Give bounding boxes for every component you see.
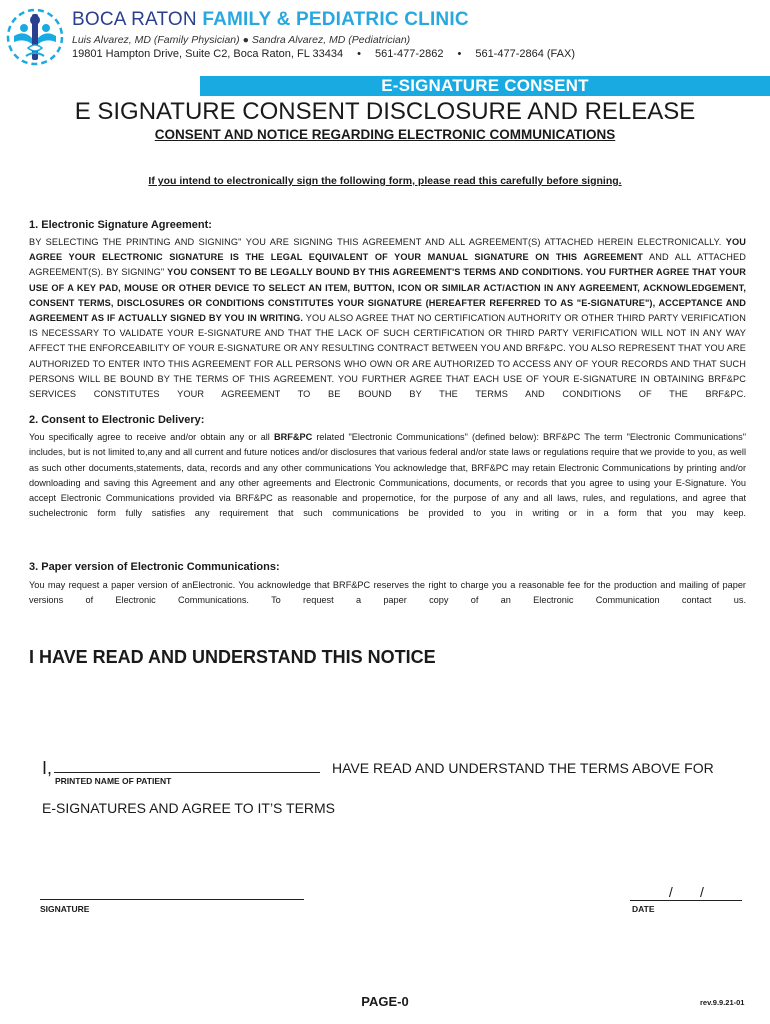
clinic-name-part1: BOCA RATON bbox=[72, 9, 197, 30]
phone-number: 561-477-2862 bbox=[374, 48, 444, 60]
instruction-text: If you intend to electronically sign the following form, please read this carefully before signing. bbox=[148, 175, 622, 187]
separator: • bbox=[457, 48, 462, 60]
section-body-electronic-signature bbox=[29, 235, 746, 402]
section-text: related "Electronic Communications" (defined below): BRF&PC The term "Electronic Communications" includes, but is not limited to,any and all current and future notices and/or disclosures that various federal and/or state laws or regulations require that we provide to you, as well as such other documents,statements, data, records and any other communications You acknowledge that, BRF&PC may retain Electronic Communications by printing and/or downloading and saving this Agreement and any other agreements and Electronic Communications, documents, or records that you agree to using your E-Signature. You accept Electronic Communications provided via BRF&PC as reasonable and propernotice, for the purpose of any and all laws, rules, and regulations, and agree that suchelectronic form fully satisfies any requirement that such communications be provided to you in writing or in a form that you may keep. bbox=[29, 432, 747, 519]
signature-label: SIGNATURE bbox=[40, 904, 90, 914]
esignature-banner: E-SIGNATURE CONSENT bbox=[200, 76, 770, 96]
section-heading-electronic-delivery: 2. Consent to Electronic Delivery: bbox=[29, 414, 205, 426]
printed-name-label: PRINTED NAME OF PATIENT bbox=[55, 776, 172, 786]
doctors-line: Luis Alvarez, MD (Family Physician) ● Sandra Alvarez, MD (Pediatrician) bbox=[72, 34, 411, 46]
clinic-logo-icon bbox=[6, 8, 64, 66]
section-text: BY SELECTING THE PRINTING AND SIGNING" YOU ARE SIGNING THIS AGREEMENT AND ALL AGREEMENT(S) ATTACHED HEREIN ELECTRONICALLY. bbox=[29, 237, 722, 247]
street-address: 19801 Hampton Drive, Suite C2, Boca Raton, FL 33434 bbox=[72, 48, 344, 60]
revision-code: rev.9.9.21-01 bbox=[700, 998, 745, 1007]
section-text: You specifically agree to receive and/or obtain any or all bbox=[29, 432, 270, 442]
section-body-paper-version bbox=[29, 578, 746, 608]
section-text: AND ALL ATTACHED AGREEMENT(S). BY SIGNING" bbox=[29, 252, 746, 278]
section-text-bold: BRF&PC bbox=[273, 432, 313, 442]
document-subtitle: CONSENT AND NOTICE REGARDING ELECTRONIC COMMUNICATIONS bbox=[154, 127, 616, 142]
printed-name-field[interactable] bbox=[54, 772, 320, 773]
date-label: DATE bbox=[632, 904, 655, 914]
terms-statement-line1: HAVE READ AND UNDERSTAND THE TERMS ABOVE FOR bbox=[332, 760, 714, 776]
section-text-bold: YOU AGREE YOUR ELECTRONIC SIGNATURE IS THE LEGAL EQUIVALENT OF YOUR MANUAL SIGNATURE ON THIS AGREEMENT bbox=[29, 237, 747, 263]
document-title: E SIGNATURE CONSENT DISCLOSURE AND RELEASE bbox=[74, 98, 696, 125]
date-field[interactable]: / / bbox=[630, 884, 742, 901]
clinic-name bbox=[72, 9, 469, 31]
page-number: PAGE-0 bbox=[361, 994, 409, 1009]
section-body-electronic-delivery bbox=[29, 430, 746, 522]
address-line bbox=[72, 48, 575, 60]
i-prefix: I, bbox=[42, 758, 53, 778]
fax-number: 561-477-2864 (FAX) bbox=[475, 48, 575, 60]
section-text-bold: YOU CONSENT TO BE LEGALLY BOUND BY THIS AGREEMENT'S TERMS AND CONDITIONS. YOU FURTHER AGREE THAT YOUR USE OF A KEY PAD, MOUSE OR OTHER DEVICE TO SELECT AN ITEM, BUTTON, ICON OR SIMILAR ACT/ACTION IN ANY AGREEMENT, ACKNOWLEDGEMENT, CONSENT TERMS, DISCLOSURES OR CONDITIONS CONSTITUTES YOUR SIGNATURE (HEREAFTER REFERRED TO AS "E-SIGNATURE"), ACCEPTANCE AND AGREEMENT AS IF ACTUALLY SIGNED BY YOU IN WRITING. bbox=[29, 267, 746, 324]
section-heading-electronic-signature: 1. Electronic Signature Agreement: bbox=[29, 219, 212, 231]
section-text: You may request a paper version of anElectronic. You acknowledge that BRF&PC reserves the right to charge you a reasonable fee for the production and mailing of paper versions of Electronic Communications. To request a paper copy of an Electronic Communication contact us. bbox=[29, 580, 746, 606]
separator: • bbox=[357, 48, 361, 60]
terms-statement-line2: E-SIGNATURES AND AGREE TO IT’S TERMS bbox=[42, 800, 336, 816]
section-heading-paper-version: 3. Paper version of Electronic Communications: bbox=[29, 561, 280, 573]
clinic-name-part2: FAMILY & PEDIATRIC CLINIC bbox=[202, 9, 469, 30]
section-text: YOU ALSO AGREE THAT NO CERTIFICATION AUTHORITY OR OTHER THIRD PARTY VERIFICATION IS NECESSARY TO VALIDATE YOUR E-SIGNATURE AND THAT THE LACK OF SUCH CERTIFICATION OR THIRD PARTY VERIFICATION WILL NOT IN ANY WAY AFFECT THE ENFORCEABILITY OF YOUR E-SIGNATURE OR ANY RESULTING CONTRACT BETWEEN YOU AND BRF&PC. YOU ALSO REPRESENT THAT YOU ARE AUTHORIZED TO ENTER INTO THIS AGREEMENT FOR ALL PERSONS WHO OWN OR ARE AUTHORIZED TO ACCESS ANY OF YOUR RECORDS AND THAT SUCH PERSONS WILL BE BOUND BY THE TERMS OF THIS AGREEMENT. YOU FURTHER AGREE THAT EACH USE OF YOUR E-SIGNATURE IN OBTAINING BRF&PC SERVICES CONSTITUTES YOUR AGREEMENT TO BE BOUND BY THE TERMS AND CONDITIONS OF THE BRF&PC. bbox=[29, 313, 746, 400]
signature-field[interactable] bbox=[40, 899, 304, 900]
read-notice-heading: I HAVE READ AND UNDERSTAND THIS NOTICE bbox=[29, 647, 436, 667]
